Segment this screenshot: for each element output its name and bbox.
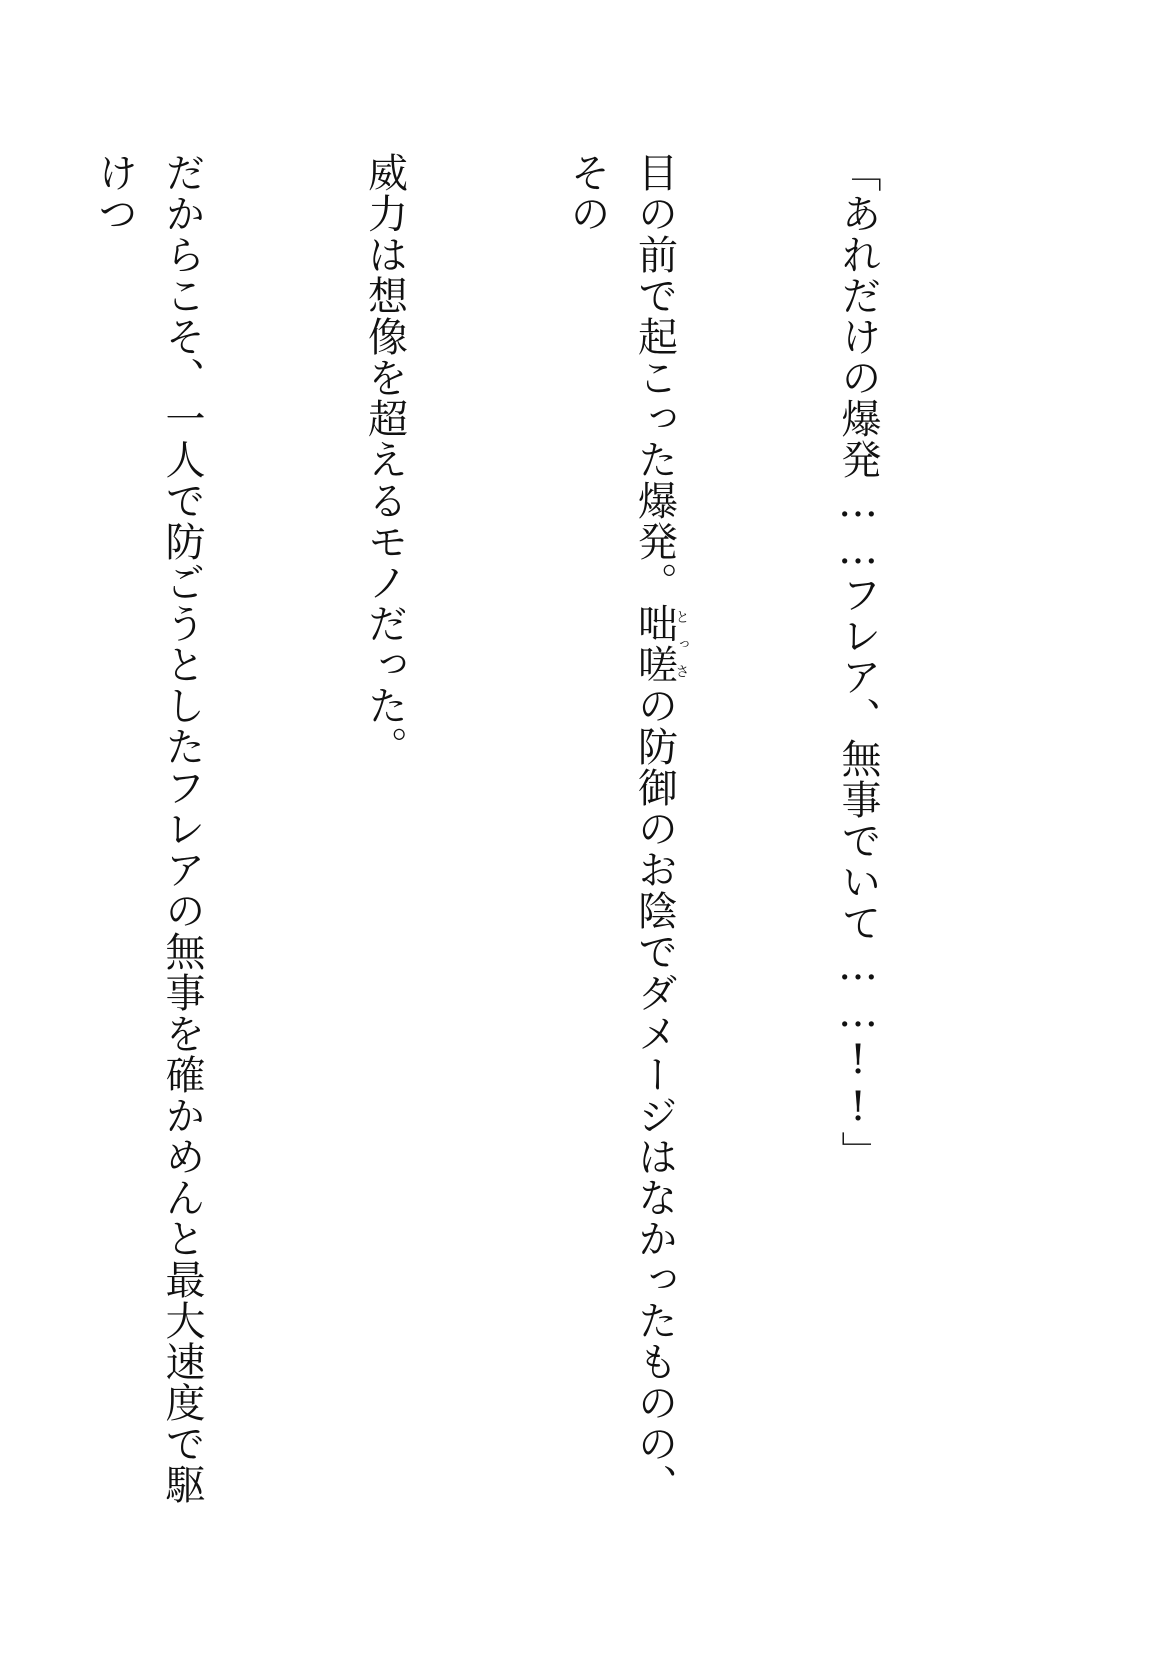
ruby-annotation: 咄嗟とっさ [631,603,690,685]
furigana: とっさ [673,603,690,685]
text-line: だからこそ、一人で防ごうとしたフレアの無事を確かめんと最大速度で駆けつ [91,152,205,1505]
text-line: 目の前で起こった爆発。咄嗟とっさの防御のお陰でダメージはなかったものの、その [564,152,690,1505]
vertical-text-body [0,152,1026,1532]
text-line: 「あれだけの爆発……フレア、無事でいて……!!」 [835,152,881,1172]
text-line: 威力は想像を超えるモノだった。 [361,152,408,767]
